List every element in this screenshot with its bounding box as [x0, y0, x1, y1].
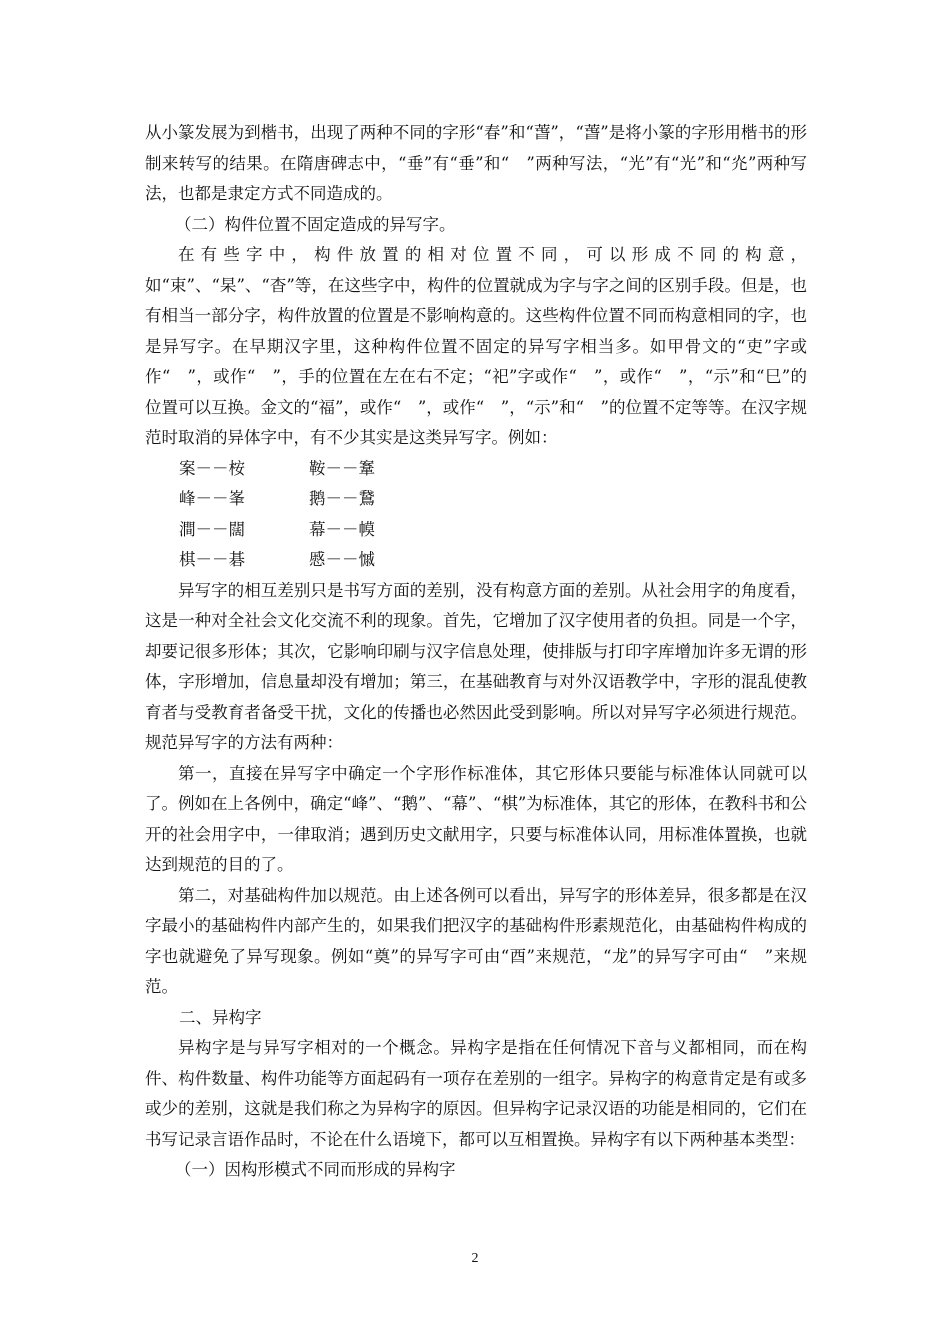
variant-pair-left: 棋－－碁	[179, 550, 245, 569]
page-number: 2	[471, 1251, 479, 1266]
paragraph-variant-differences: 异写字的相互差别只是书写方面的差别，没有构意方面的差别。从社会用字的角度看，这是一种对全社会文化交流不利的现象。首先，它增加了汉字使用者的负担。同是一个字，却要记很多形体；其次，它影响印刷与汉字信息处理，使排版与打印字库增加许多无谓的形体，字形增加，信息量却没有增加；第三，在基础教育与对外汉语教学中，字形的混乱使教育者与受教育者备受干扰，文化的传播也必然因此受到影响。所以对异写字必须进行规范。规范异写字的方法有两种：	[145, 580, 807, 752]
variant-pair-right: 鞍－－鞌	[309, 458, 375, 478]
variant-pair-right: 幕－－幙	[309, 519, 375, 539]
variant-pair-left: 峰－－峯	[179, 489, 245, 508]
paragraph-variant-structure: 异构字是与异写字相对的一个概念。异构字是指在任何情况下音与义都相同，而在构件、构件数量、构件功能等方面起码有一项存在差别的一组字。异构字的构意肯定是有或多或少的差别，这就是我们称之为异构字的原因。但异构字记录汉语的功能是相同的，它们在书写记录言语作品时，不论在什么语境下，都可以互相置换。异构字有以下两种基本类型：	[145, 1038, 807, 1149]
variant-pair-right: 慼－－慽	[309, 550, 375, 569]
list-item	[145, 515, 807, 546]
variant-pair-left: 案－－桉	[179, 458, 245, 478]
variant-pair-right: 鹅－－鵞	[309, 489, 375, 508]
paragraph-method-two: 第二，对基础构件加以规范。由上述各例可以看出，异写字的形体差异，很多都是在汉字最小的基础构件内部产生的，如果我们把汉字的基础构件形素规范化，由基础构件构成的字也就避免了异写现象。例如“奠”的异写字可由“酉”来规范，“龙”的异写字可由“ ”来规范。	[145, 885, 807, 996]
variant-pair-left: 澗－－闊	[179, 519, 245, 539]
list-item	[145, 545, 807, 576]
list-item	[145, 454, 807, 485]
paragraph-component-position: 在有些字中，构件放置的相对位置不同，可以形成不同的构意，如“束”、“杲”、“杳”等，在这些字中，构件的位置就成为字与字之间的区别手段。但是，也有相当一部分字，构件放置的位置是不影响构意的。这些构件位置不同而构意相同的字，也是异写字。在早期汉字里，这种构件位置不固定的异写字相当多。如甲骨文的“吏”字或作“ ”，或作“ ”，手的位置在左在右不定；“祀”字或作“ ”，或作“ ”，“示”和“巳”的位置可以互换。金文的“福”，或作“ ”，或作“ ”，“示”和“ ”的位置不定等等。在汉字规范时取消的异体字中，有不少其实是这类异写字。例如：	[145, 245, 807, 447]
list-item	[145, 484, 807, 515]
page-content	[145, 118, 807, 1186]
section-heading-variant-structure: 二、异构字	[179, 1007, 262, 1027]
paragraph-intro: 从小篆发展为到楷书，出现了两种不同的字形“春”和“萅”，“萅”是将小篆的字形用楷书的形制来转写的结果。在隋唐碑志中，“垂”有“垂”和“ ”两种写法，“光”有“光”和“灮”两种写法，也都是隶定方式不同造成的。	[145, 123, 807, 203]
section-heading-structure-mode: （一）因构形模式不同而形成的异构字	[175, 1160, 456, 1179]
paragraph-method-one: 第一，直接在异写字中确定一个字形作标准体，其它形体只要能与标准体认同就可以了。例如在上各例中，确定“峰”、“鹅”、“幕”、“棋”为标准体，其它的形体，在教科书和公开的社会用字中，一律取消；遇到历史文献用字，只要与标准体认同，用标准体置换，也就达到规范的目的了。	[145, 763, 807, 874]
variant-pairs-list	[145, 454, 807, 576]
section-heading-component-position: （二）构件位置不固定造成的异写字。	[175, 214, 456, 234]
